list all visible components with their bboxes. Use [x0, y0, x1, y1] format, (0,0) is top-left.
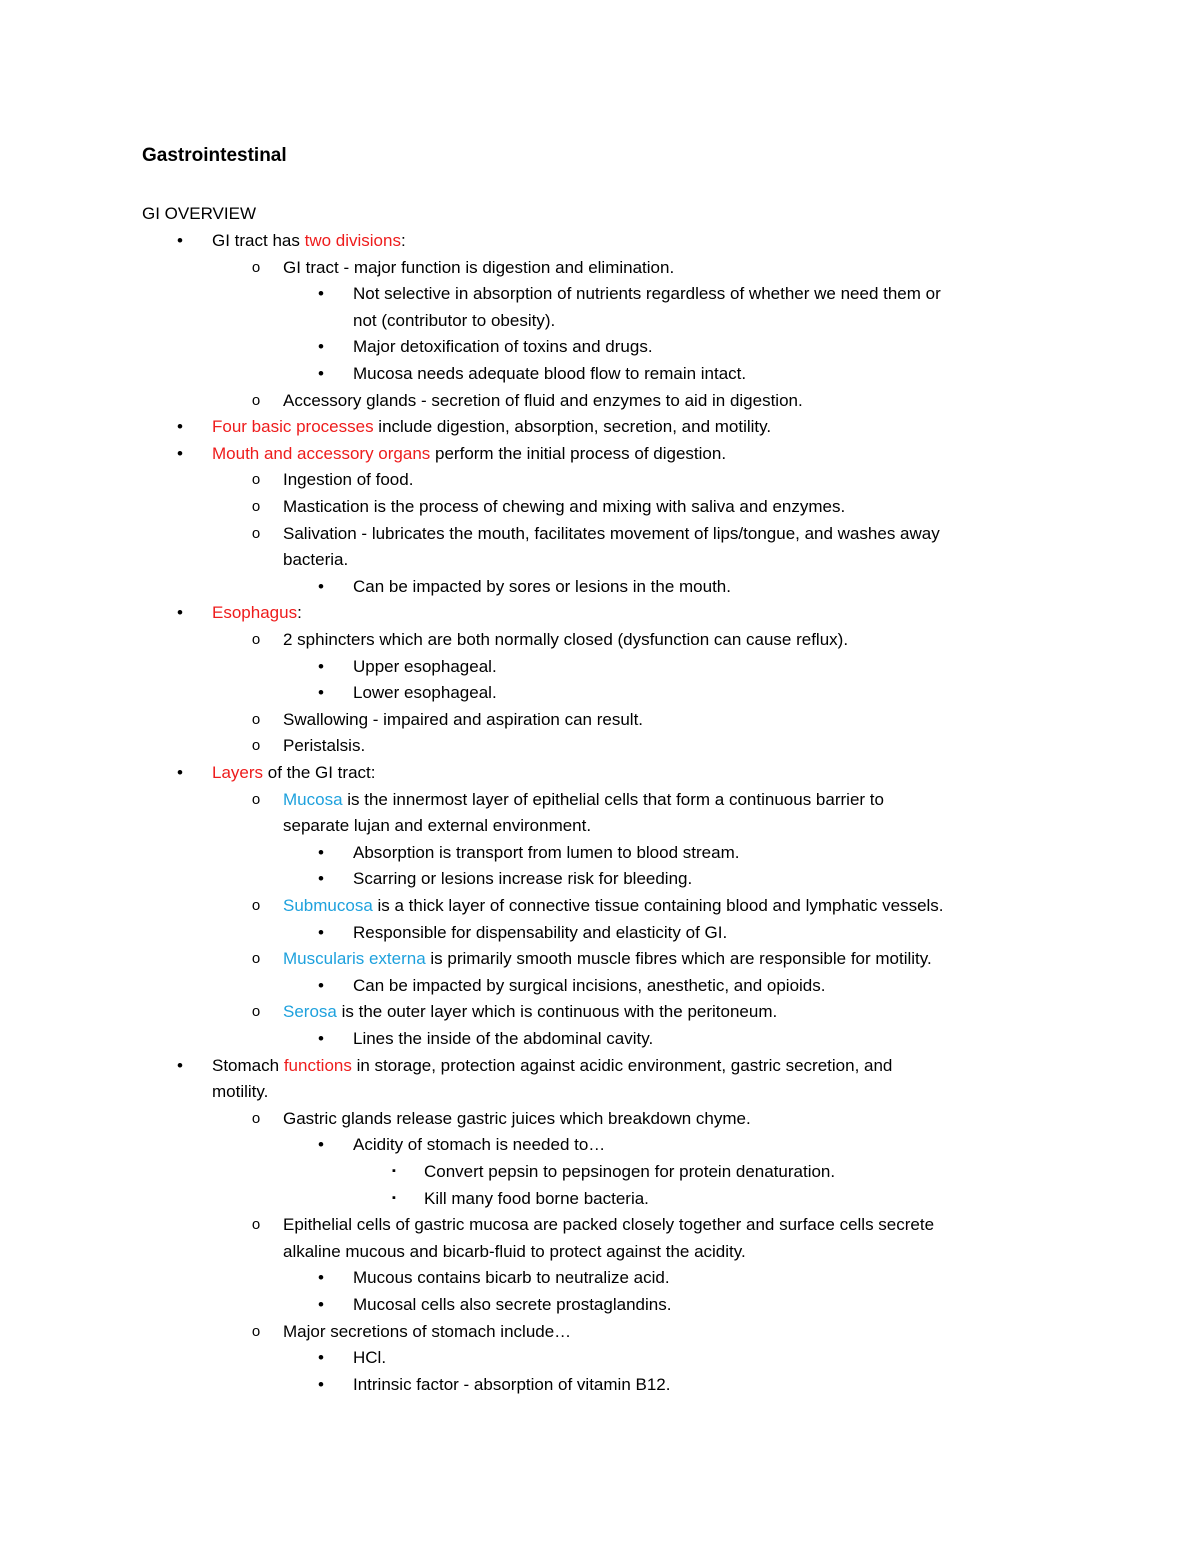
- document-title: Gastrointestinal: [142, 145, 287, 166]
- bullet-marker-level-4: ▪: [392, 1191, 396, 1204]
- outline-item-level-3: [353, 1026, 653, 1052]
- outline-item-level-2: [283, 467, 413, 493]
- bullet-marker-level-2: o: [251, 524, 261, 542]
- bullet-marker-level-4: ▪: [392, 1165, 396, 1177]
- outline-item-level-2: [283, 255, 674, 281]
- bullet-marker-level-2: o: [251, 258, 261, 276]
- bullet-marker-level-2: o: [251, 897, 261, 914]
- item-text: Peristalsis.: [283, 736, 366, 756]
- item-text: Mucous contains bicarb to neutralize acid.: [353, 1268, 670, 1288]
- highlighted-term: functions: [283, 1055, 352, 1075]
- bullet-marker-level-2: o: [251, 710, 261, 728]
- bullet-marker-level-3: •: [318, 683, 324, 703]
- outline-item-level-2: [283, 999, 777, 1025]
- bullet-marker-level-2: o: [251, 737, 261, 755]
- bullet-marker-level-3: •: [318, 1374, 324, 1394]
- outline-item-level-1: [212, 414, 771, 440]
- outline-item-level-2: [283, 1106, 751, 1132]
- bullet-marker-level-2: o: [251, 1216, 261, 1234]
- item-text: Major secretions of stomach include…: [283, 1321, 572, 1341]
- section-heading: GI OVERVIEW: [142, 204, 256, 223]
- outline-item-level-3: [353, 1372, 670, 1398]
- highlighted-term: Submucosa: [283, 896, 373, 915]
- item-text: bacteria.: [283, 550, 349, 570]
- outline-item-level-3: [353, 654, 497, 680]
- bullet-marker-level-2: o: [251, 1322, 261, 1340]
- bullet-marker-level-3: •: [318, 1348, 324, 1368]
- bullet-marker-level-3: •: [318, 576, 324, 596]
- bullet-marker-level-2: o: [251, 950, 261, 968]
- item-text: separate lujan and external environment.: [283, 816, 592, 836]
- outline-item-level-2: [283, 787, 884, 813]
- item-text: Can be impacted by sores or lesions in the mouth.: [353, 576, 731, 596]
- bullet-marker-level-3: •: [318, 656, 324, 676]
- outline-item-level-1: [212, 1079, 268, 1105]
- outline-item-level-2: [283, 1212, 934, 1238]
- bullet-marker-level-1: •: [177, 231, 183, 250]
- item-text: GI tract has: [212, 231, 305, 250]
- item-text: 2 sphincters which are both normally closed (dysfunction can cause reflux).: [283, 630, 849, 649]
- outline-item-level-4: [424, 1186, 649, 1212]
- highlighted-term: Esophagus: [212, 603, 298, 623]
- outline-item-level-3: [353, 866, 692, 892]
- bullet-marker-level-3: •: [318, 337, 324, 357]
- item-text: Mucosal cells also secrete prostaglandins.: [353, 1295, 672, 1314]
- outline-item-level-2: [283, 813, 591, 839]
- item-text: Stomach: [212, 1055, 284, 1075]
- bullet-marker-level-3: •: [318, 1268, 324, 1288]
- outline-item-level-2: [283, 547, 348, 573]
- outline-item-level-3: [353, 1292, 671, 1318]
- item-text: perform the initial process of digestion.: [430, 443, 727, 463]
- bullet-marker-level-3: •: [318, 1295, 324, 1314]
- item-text: Not selective in absorption of nutrients regardless of whether we need them or: [353, 284, 941, 304]
- bullet-marker-level-3: •: [318, 975, 324, 995]
- item-text: Mastication is the process of chewing and mixing with saliva and enzymes.: [283, 497, 846, 516]
- outline-item-level-3: [353, 1132, 605, 1158]
- item-text: Swallowing - impaired and aspiration can result.: [283, 709, 644, 729]
- item-text: Scarring or lesions increase risk for bleeding.: [353, 869, 693, 889]
- outline-item-level-2: [283, 707, 643, 733]
- outline-item-level-2: [283, 1239, 746, 1265]
- item-text: Intrinsic factor - absorption of vitamin B12.: [353, 1374, 671, 1394]
- item-text: is the innermost layer of epithelial cells that form a continuous barrier to: [342, 789, 884, 809]
- highlighted-term: Four basic processes: [212, 417, 374, 437]
- item-text: in storage, protection against acidic environment, gastric secretion, and: [351, 1055, 893, 1075]
- outline-item-level-2: [283, 388, 803, 414]
- outline-item-level-2: [283, 946, 932, 972]
- bullet-marker-level-3: •: [318, 1135, 324, 1155]
- item-text: is the outer layer which is continuous with the peritoneum.: [336, 1002, 778, 1022]
- highlighted-term: Mucosa: [283, 789, 343, 809]
- item-text: Absorption is transport from lumen to blood stream.: [353, 842, 740, 862]
- outline-item-level-3: [353, 574, 731, 600]
- outline-item-level-3: [353, 1345, 386, 1371]
- item-text: Convert pepsin to pepsinogen for protein denaturation.: [424, 1162, 836, 1181]
- outline-item-level-1: [212, 441, 726, 467]
- item-text: Accessory glands - secretion of fluid and enzymes to aid in digestion.: [283, 390, 803, 410]
- item-text: Upper esophageal.: [353, 656, 497, 676]
- item-text: motility.: [212, 1082, 269, 1102]
- outline-item-level-2: [283, 494, 845, 520]
- outline-item-level-1: [212, 228, 406, 254]
- item-text: :: [297, 603, 302, 623]
- outline-item-level-3: [353, 281, 941, 307]
- outline-item-level-1: [212, 1053, 892, 1079]
- item-text: not (contributor to obesity).: [353, 310, 556, 330]
- outline-item-level-3: [353, 308, 555, 334]
- outline-item-level-2: [283, 733, 365, 759]
- item-text: Lines the inside of the abdominal cavity.: [353, 1029, 654, 1048]
- item-text: is a thick layer of connective tissue containing blood and lymphatic vessels.: [372, 896, 944, 915]
- bullet-marker-level-1: •: [177, 603, 183, 623]
- item-text: Mucosa needs adequate blood flow to remain intact.: [353, 364, 747, 383]
- item-text: Ingestion of food.: [283, 470, 414, 490]
- item-text: HCl.: [353, 1348, 387, 1368]
- bullet-marker-level-2: o: [251, 471, 261, 489]
- bullet-marker-level-1: •: [177, 1055, 183, 1075]
- highlighted-term: Muscularis externa: [283, 949, 426, 969]
- bullet-marker-level-3: •: [318, 364, 324, 383]
- item-text: GI tract - major function is digestion and elimination.: [283, 257, 675, 277]
- highlighted-term: two divisions: [304, 231, 401, 250]
- outline-item-level-2: [283, 893, 944, 919]
- bullet-marker-level-2: o: [251, 631, 261, 648]
- bullet-marker-level-2: o: [251, 790, 261, 808]
- bullet-marker-level-1: •: [177, 417, 183, 437]
- bullet-marker-level-3: •: [318, 922, 324, 942]
- outline-item-level-1: [212, 600, 302, 626]
- bullet-marker-level-3: •: [318, 284, 324, 304]
- item-text: Salivation - lubricates the mouth, facilitates movement of lips/tongue, and washes away: [283, 523, 940, 543]
- outline-item-level-3: [353, 973, 826, 999]
- bullet-marker-level-1: •: [177, 763, 183, 782]
- bullet-marker-level-3: •: [318, 1029, 324, 1048]
- item-text: of the GI tract:: [263, 763, 376, 782]
- outline-item-level-2: [283, 521, 940, 547]
- outline-item-level-3: [353, 920, 727, 946]
- bullet-marker-level-2: o: [251, 1003, 261, 1021]
- outline-item-level-2: [283, 627, 848, 653]
- bullet-marker-level-3: •: [318, 869, 324, 889]
- item-text: Epithelial cells of gastric mucosa are packed closely together and surface cells secrete: [283, 1215, 935, 1235]
- bullet-marker-level-1: •: [177, 443, 183, 463]
- outline-item-level-3: [353, 680, 497, 706]
- outline-item-level-3: [353, 840, 739, 866]
- outline-item-level-2: [283, 1319, 571, 1345]
- outline-item-level-1: [212, 760, 375, 786]
- outline-item-level-3: [353, 1265, 670, 1291]
- outline-item-level-3: [353, 361, 746, 387]
- item-text: Kill many food borne bacteria.: [424, 1188, 649, 1208]
- item-text: include digestion, absorption, secretion, and motility.: [373, 417, 772, 437]
- item-text: Lower esophageal.: [353, 683, 497, 703]
- outline-item-level-3: [353, 334, 653, 360]
- bullet-marker-level-3: •: [318, 842, 324, 862]
- highlighted-term: Mouth and accessory organs: [212, 443, 431, 463]
- bullet-marker-level-2: o: [251, 498, 261, 515]
- outline-item-level-4: [424, 1159, 835, 1185]
- bullet-marker-level-2: o: [251, 1109, 261, 1127]
- highlighted-term: Serosa: [283, 1002, 337, 1022]
- item-text: Responsible for dispensability and elasticity of GI.: [353, 922, 728, 942]
- item-text: is primarily smooth muscle fibres which are responsible for motility.: [425, 949, 932, 969]
- item-text: Major detoxification of toxins and drugs.: [353, 337, 653, 357]
- highlighted-term: Layers: [212, 763, 264, 782]
- bullet-marker-level-2: o: [251, 391, 261, 409]
- item-text: Gastric glands release gastric juices which breakdown chyme.: [283, 1108, 751, 1128]
- item-text: :: [400, 231, 406, 250]
- item-text: alkaline mucous and bicarb-fluid to protect against the acidity.: [283, 1241, 746, 1261]
- item-text: Can be impacted by surgical incisions, anesthetic, and opioids.: [353, 975, 826, 995]
- item-text: Acidity of stomach is needed to…: [353, 1135, 606, 1155]
